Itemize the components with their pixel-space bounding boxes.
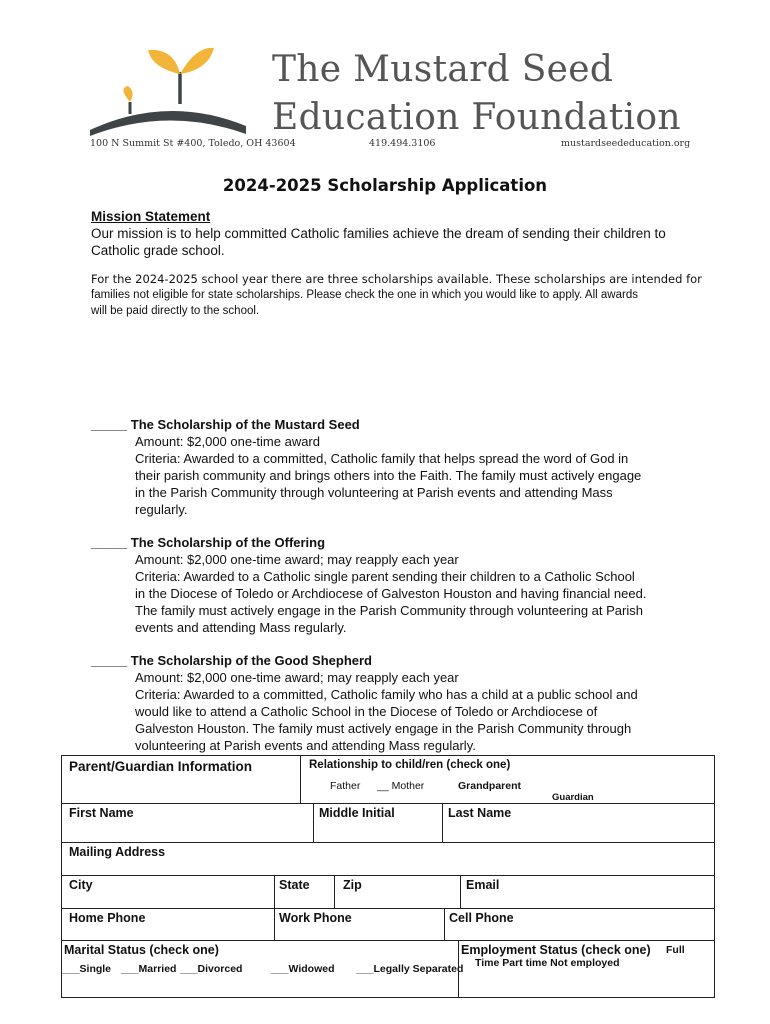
- rel-guardian-option[interactable]: Guardian: [552, 792, 594, 803]
- mission-heading: Mission Statement: [91, 209, 211, 224]
- mission-text-line2: Catholic grade school.: [91, 243, 225, 258]
- scholarship-criteria-line: would like to attend a Catholic School in the Diocese of Toledo or Archdiocese of: [135, 704, 598, 719]
- intro-line2: families not eligible for state scholarships. Please check the one in which you would like to apply. All awards: [91, 289, 638, 301]
- rel-mother-option[interactable]: __ Mother: [377, 780, 425, 792]
- emp-full-option[interactable]: Full: [666, 944, 685, 956]
- scholarship-criteria-line: their parish community and brings others into the Faith. The family must actively engage: [135, 468, 642, 483]
- large-leaf-left: [148, 50, 180, 74]
- scholarship-criteria-line: Criteria: Awarded to a Catholic single parent sending their children to a Catholic School: [135, 569, 635, 584]
- row-divider: [61, 842, 715, 843]
- middle-initial-field[interactable]: Middle Initial: [319, 806, 395, 820]
- mailing-address-field[interactable]: Mailing Address: [69, 845, 166, 859]
- small-leaf: [123, 86, 132, 102]
- col-divider: [442, 803, 443, 842]
- col-divider: [274, 875, 275, 940]
- home-phone-field[interactable]: Home Phone: [69, 911, 146, 925]
- scholarship-criteria-line: in the Diocese of Toledo or Archdiocese of Galveston Houston and having financial need.: [135, 586, 647, 601]
- email-field[interactable]: Email: [466, 878, 500, 892]
- scholarship-criteria-line: Criteria: Awarded to a committed, Catholic family that helps spread the word of God in: [135, 451, 629, 466]
- scholarship-amount: Amount: $2,000 one-time award; may reapply each year: [135, 670, 459, 685]
- org-name-line2: Education Foundation: [272, 97, 681, 138]
- ms-single-option[interactable]: ___Single: [62, 963, 112, 975]
- ms-widowed-option[interactable]: ___Widowed: [271, 963, 335, 975]
- scholarship-criteria-line: events and attending Mass regularly.: [135, 620, 347, 635]
- row-divider: [61, 875, 715, 876]
- row-divider: [61, 940, 715, 941]
- cell-phone-field[interactable]: Cell Phone: [449, 911, 514, 925]
- emp-options[interactable]: Time Part time Not employed: [475, 957, 620, 969]
- state-field[interactable]: State: [279, 878, 310, 892]
- scholarship-item: [91, 534, 711, 636]
- org-address: 100 N Summit St #400, Toledo, OH 43604: [90, 138, 296, 149]
- scholarship-criteria-line: in the Parish Community through volunteering at Parish events and attending Mass: [135, 485, 613, 500]
- rel-grandparent-option[interactable]: Grandparent: [458, 780, 522, 792]
- seedling-logo-icon: [88, 44, 248, 136]
- scholarship-item: [91, 416, 711, 518]
- scholarship-amount: Amount: $2,000 one-time award: [135, 434, 320, 449]
- relationship-label: Relationship to child/ren (check one): [309, 759, 511, 771]
- col-divider: [444, 908, 445, 940]
- intro-paragraph: [91, 271, 741, 319]
- row-divider: [61, 908, 715, 909]
- ms-married-option[interactable]: ___Married: [121, 963, 177, 975]
- employment-status-label: Employment Status (check one): [461, 943, 651, 957]
- scholarship-criteria-line: Galveston Houston. The family must actively engage in the Parish Community through: [135, 721, 632, 736]
- work-phone-field[interactable]: Work Phone: [279, 911, 352, 925]
- col-divider: [460, 875, 461, 908]
- rel-father-option[interactable]: Father: [330, 780, 361, 792]
- scholarship-amount: Amount: $2,000 one-time award; may reapply each year: [135, 552, 459, 567]
- org-name-line1: The Mustard Seed: [272, 49, 614, 90]
- row-divider: [61, 803, 715, 804]
- ms-divorced-option[interactable]: ___Divorced: [180, 963, 243, 975]
- city-field[interactable]: City: [69, 878, 93, 892]
- org-phone: 419.494.3106: [369, 138, 436, 149]
- intro-line1: For the 2024-2025 school year there are three scholarships available. These scholarships are intended for: [91, 272, 702, 286]
- document-title: 2024-2025 Scholarship Application: [222, 176, 548, 195]
- scholarship-title[interactable]: _____ The Scholarship of the Offering: [91, 535, 326, 550]
- intro-line3: will be paid directly to the school.: [91, 305, 260, 317]
- last-name-field[interactable]: Last Name: [448, 806, 512, 820]
- ms-separated-option[interactable]: ___Legally Separated: [356, 963, 464, 975]
- scholarship-criteria-line: regularly.: [135, 502, 188, 517]
- org-website: mustardseededucation.org: [561, 138, 691, 149]
- mission-text-line1: Our mission is to help committed Catholic families achieve the dream of sending their children to: [91, 226, 666, 241]
- scholarship-criteria-line: Criteria: Awarded to a committed, Catholic family who has a child at a public school and: [135, 687, 638, 702]
- mission-section: [91, 208, 731, 259]
- zip-field[interactable]: Zip: [343, 878, 362, 892]
- col-divider: [300, 755, 301, 803]
- scholarship-title[interactable]: _____ The Scholarship of the Mustard Seed: [91, 417, 360, 432]
- first-name-field[interactable]: First Name: [69, 806, 134, 820]
- col-divider: [313, 803, 314, 842]
- large-leaf-right: [180, 48, 214, 74]
- scholarship-criteria-line: volunteering at Parish events and attending Mass regularly.: [135, 738, 476, 753]
- scholarship-item: [91, 652, 711, 754]
- ground-arc: [90, 111, 246, 136]
- scholarship-criteria-line: The family must actively engage in the Parish Community through volunteering at Parish: [135, 603, 643, 618]
- col-divider: [334, 875, 335, 908]
- marital-status-label: Marital Status (check one): [64, 943, 219, 957]
- section-title: Parent/Guardian Information: [69, 759, 253, 774]
- scholarship-title[interactable]: _____ The Scholarship of the Good Shepherd: [91, 653, 372, 668]
